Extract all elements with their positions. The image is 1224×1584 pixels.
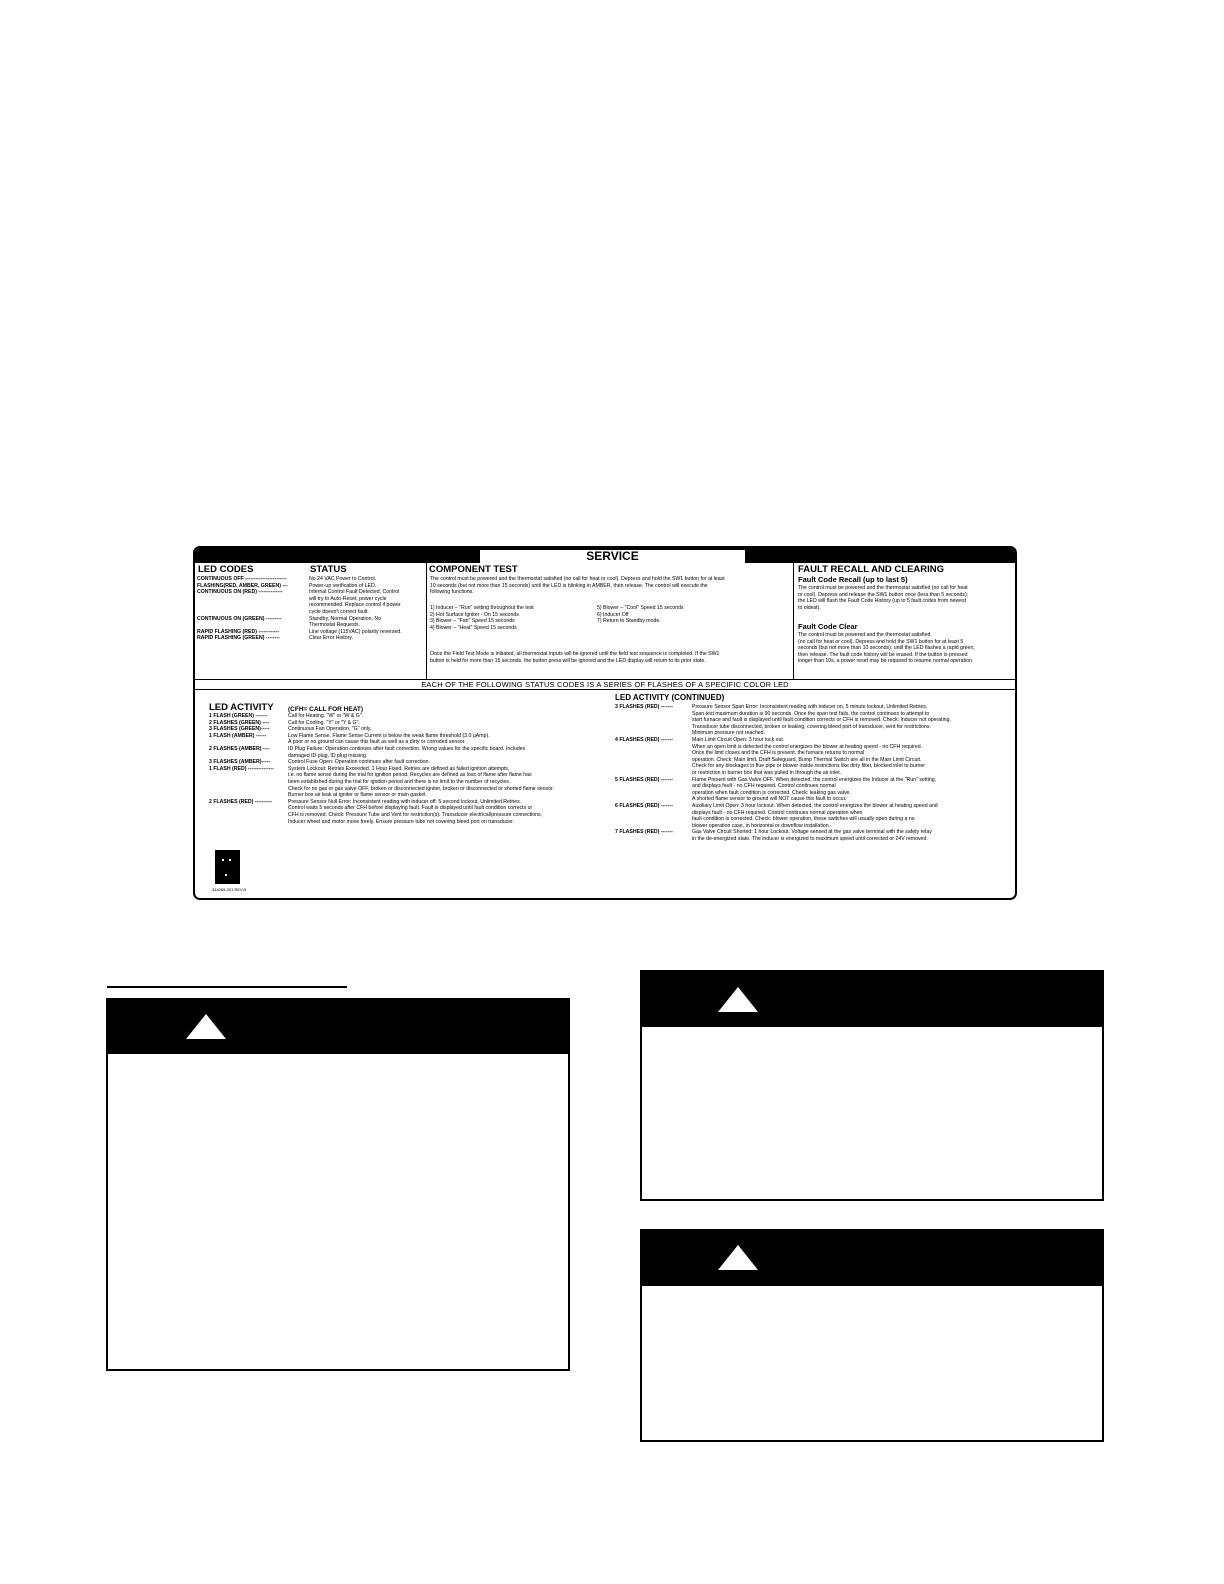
list-item: [209, 733, 619, 740]
text-line: button is held for more than 15 seconds, the button press will be ignored and the LED display will return to its prior state.: [430, 657, 706, 664]
code-label: 1 FLASH (RED) ---------------: [209, 765, 274, 772]
list-item: [209, 805, 619, 812]
list-item: [615, 717, 1015, 724]
fault-recall-text: [798, 585, 968, 611]
status-header: STATUS: [310, 564, 347, 575]
divider: [426, 563, 427, 679]
warning-box-left: [106, 998, 570, 1371]
code-description: recommended. Replace control if power: [309, 602, 401, 609]
warning-header-bar: [642, 1231, 1102, 1286]
text-line: The control must be powered and the thermostat satisfied: [798, 632, 931, 638]
code-description: System Lockout: Retries Exceeded. 1 Hour Fixed. Retries are defined as failed ignition attempts,: [288, 765, 510, 772]
code-description: displays fault - no CFH required. Control continues normal operation when: [692, 809, 863, 816]
led-activity-header: LED ACTIVITY: [209, 702, 274, 713]
text-line: to oldest).: [798, 604, 821, 611]
list-item: [197, 629, 425, 636]
code-label: 2 FLASHES (AMBER) ----: [209, 745, 270, 752]
status-codes-banner: EACH OF THE FOLLOWING STATUS CODES IS A SERIES OF FLASHES OF A SPECIFIC COLOR LED: [421, 680, 789, 689]
text-line: following functions.: [430, 589, 474, 596]
list-item: [615, 737, 1015, 744]
code-description: Check for any blockages in flue pipe or blower inside restrictions like dirty filter, blocked inlet to burner: [692, 763, 925, 770]
text-line: the LED will flash the Fault Code History (up to 5 fault codes from newest: [798, 598, 967, 605]
list-item: [197, 602, 425, 609]
divider: [195, 689, 1015, 690]
list-item: [615, 816, 1015, 823]
list-item: [209, 772, 619, 779]
test-step: 6) Inducer Off: [597, 611, 629, 618]
list-item: [615, 711, 1015, 718]
list-item: [615, 704, 1015, 711]
list-item: [209, 792, 619, 799]
code-description: or restriction in burner box that was pulled in through the air inlet.: [692, 769, 842, 776]
text-line: or cool). Depress and release the SW1 button once (less than 5 seconds);: [798, 591, 969, 598]
warning-header-bar: [642, 972, 1102, 1027]
fault-recall-title: Fault Code Recall (up to last 5): [798, 575, 908, 584]
code-description: Thermostat Requests.: [309, 622, 361, 629]
code-description: Transducer tube disconnected, broken or leaking, covering bleed port of transducer, vent for restrictions.: [692, 723, 931, 730]
fault-clear-text: [798, 632, 975, 665]
test-step: 5) Blower – "Cool" Speed 15 seconds: [597, 605, 684, 611]
code-description: Pressure Sensor Span Error: Inconsistent reading with inducer on, 5 minute lockout, Unlimited Retries.: [692, 704, 928, 710]
code-description: Control Fuse Open: Operation continues after fault correction.: [288, 759, 430, 766]
code-label: FLASHING(RED, AMBER, GREEN) ---: [197, 582, 288, 589]
code-description: Low Flame Sense. Flame Sense Current is below the weak flame threshold (3.0 µAmp).: [288, 732, 490, 739]
code-label: 4 FLASHES (RED) -------: [615, 736, 673, 743]
text-line: 10 seconds (but not more than 15 seconds) until the LED is blinking in AMBER, then release. The control will execute the: [430, 582, 708, 589]
code-description: A shorted flame sensor to ground will NOT cause this fault to occur.: [692, 796, 847, 803]
list-item: [197, 596, 425, 603]
code-description: will try to Auto-Reset, power cycle: [309, 595, 387, 602]
code-description: Inducer wheel and motor move freely. Ensure pressure tube not covering bleed port on transducer.: [288, 818, 514, 825]
text-line: seconds (but not more than 10 seconds), until the LED flashes a rapid green,: [798, 645, 975, 652]
code-label: 1 FLASH (GREEN) -------: [209, 713, 268, 719]
test-step: 2) Hot Surface Igniter - On 15 seconds: [430, 611, 519, 618]
code-label: 1 FLASH (AMBER) ------: [209, 732, 267, 739]
code-description: Span test maximum duration is 90 seconds. Once the span test fails, the control continues to attempt to: [692, 710, 930, 717]
list-item: [615, 823, 1015, 830]
list-item: [209, 726, 619, 733]
list-item: [615, 810, 1015, 817]
list-item: [197, 589, 425, 596]
code-description: start furnace and fault is displayed until fault condition corrects or CFH is removed. Check: Inducer not operating.: [692, 717, 951, 724]
led-codes-header: LED CODES: [198, 564, 254, 575]
code-description: and displays fault - no CFH required. Control continues normal: [692, 783, 836, 790]
text-line: then release. The fault code history will be erased. If the button is pressed: [798, 651, 968, 658]
code-description: No 24 VAC Power to Control.: [309, 576, 377, 582]
code-description: Main Limit Circuit Open: 3 hour lock out.: [692, 736, 785, 743]
code-description: Pressure Sensor Null Error: Inconsistent reading with inducer off. 5 second lockout, Unlimited Retries.: [288, 798, 522, 805]
code-description: Clear Error History.: [309, 635, 354, 642]
list-item: [209, 720, 619, 727]
list-item: [615, 757, 1015, 764]
code-description: blower operation case, in horizontal or downflow installation.: [692, 822, 831, 829]
code-description: operation when fault condition is corrected. Check: leaking gas valve.: [692, 789, 851, 796]
list-item: [209, 753, 619, 760]
list-item: [209, 759, 619, 766]
list-item: [615, 829, 1015, 836]
fault-clear-title: Fault Code Clear: [798, 622, 858, 631]
code-label: 3 FLASHES (AMBER)-----: [209, 759, 271, 766]
service-title: SERVICE: [480, 550, 745, 563]
code-description: operation. Check: Main limit, Draft Safeguard, Bump Thermal Switch are all in the Main Limit Circuit.: [692, 756, 922, 763]
code-description: ID Plug Failure: Operation continues after fault correction. Wrong values for the specific board. Includes: [288, 745, 526, 752]
warning-box-right-top: [640, 970, 1104, 1201]
list-item: [197, 622, 425, 629]
code-description: Internal Control Fault Detected, Control: [309, 589, 400, 596]
list-item: [209, 713, 619, 720]
code-description: fault condition is corrected. Check: blower operation, these switches will usually open during a no: [692, 816, 915, 823]
code-description: Call for Heating. "W" or "W & G".: [288, 713, 364, 719]
code-description: been established during the trial for ignition period and there is no limit to the number of recycles.: [288, 778, 511, 785]
component-test-header: COMPONENT TEST: [429, 564, 518, 575]
warning-triangle-icon: [186, 1014, 226, 1039]
component-test-intro: [430, 576, 790, 596]
text-line: (no call for heat or cool). Depress and hold the SW1 button for at least 5: [798, 638, 964, 645]
code-description: Burner box air leak at igniter or flame sensor or main gasket.: [288, 792, 427, 799]
test-step: 1) Inducer – "Run" setting throughout the test: [430, 605, 534, 611]
led-activity-continued-header: LED ACTIVITY (CONTINUED): [615, 693, 725, 702]
list-item: [209, 766, 619, 773]
code-description: Continuous Fan Operation, "G" only.: [288, 726, 372, 733]
list-item: [615, 790, 1015, 797]
code-label: 5 FLASHES (RED) -------: [615, 776, 673, 783]
list-item: [615, 777, 1015, 784]
warning-triangle-icon: [718, 1245, 758, 1270]
warning-box-right-bottom: [640, 1229, 1104, 1442]
code-description: Control waits 5 seconds after CFH before displaying fault. Fault is displayed until fault condition corrects or: [288, 805, 533, 812]
code-description: Flame Present with Gas Valve OFF. When detected, the control energizes the Inducer at the "Run" setting,: [692, 776, 937, 783]
led-activity-list: [209, 713, 619, 825]
list-item: [615, 763, 1015, 770]
component-test-steps-right: [597, 605, 683, 625]
code-label: 2 FLASHES (RED) ----------: [209, 798, 273, 805]
code-description: A poor or no ground can cause this fault as well as a dirty or corroded sensor.: [288, 739, 466, 746]
test-step: 3) Blower – "Fan" Speed 15 seconds: [430, 618, 515, 625]
code-description: Gas Valve Circuit Shorted: 1 hour Lockout. Voltage sensed at the gas valve terminal with the safety relay: [692, 829, 932, 836]
code-label: 2 FLASHES (GREEN) ----: [209, 719, 270, 726]
list-item: [209, 746, 619, 753]
part-number: 344265-201 REV.B: [212, 887, 247, 892]
code-label: CONTINUOUS OFF ------------------------: [197, 576, 287, 582]
component-test-steps-left: [430, 605, 534, 631]
code-description: Line voltage (115VAC) polarity reversed.: [309, 628, 402, 635]
code-label: 7 FLASHES (RED) -------: [615, 829, 673, 836]
code-label: RAPID FLASHING (RED) ------------: [197, 628, 280, 635]
list-item: [209, 799, 619, 806]
list-item: [197, 616, 425, 623]
code-label: CONTINUOUS ON (RED) --------------: [197, 589, 283, 596]
code-description: Standby, Normal Operation, No: [309, 615, 381, 622]
led-activity-subheader: (CFH= CALL FOR HEAT): [288, 706, 364, 713]
code-description: When an open limit is detected the control energizes the blower at heating speed - no CFH required.: [692, 743, 923, 750]
list-item: [615, 783, 1015, 790]
list-item: [197, 609, 425, 616]
text-line: Once the Field Test Mode is initiated, all thermostat inputs will be ignored until the field test sequence is completed. If the SW1: [430, 651, 720, 657]
code-description: Power-up verification of LED.: [309, 582, 377, 589]
code-description: Minimum pressure not reached.: [692, 730, 765, 737]
component-test-footer: [430, 651, 719, 664]
list-item: [615, 796, 1015, 803]
code-label: 3 FLASHES (RED) -------: [615, 704, 673, 710]
divider: [793, 563, 794, 679]
service-label: [193, 546, 1017, 900]
code-label: 3 FLASHES (GREEN)-----: [209, 726, 270, 733]
led-codes-list: [197, 576, 425, 642]
code-description: Check for no gas or gas valve OFF, broken or disconnected igniter, broken or disconnected or shorted flame sensor.: [288, 785, 554, 792]
fault-recall-header: FAULT RECALL AND CLEARING: [798, 564, 945, 575]
section-rule: [107, 986, 347, 988]
warning-header-bar: [108, 1000, 568, 1054]
code-label: CONTINUOUS ON (GREEN) ---------: [197, 615, 282, 622]
list-item: [615, 730, 1015, 737]
list-item: [209, 812, 619, 819]
list-item: [209, 786, 619, 793]
code-description: i.e. no flame sense during the trial for ignition period. Recycles are defined as loss of flame after flame has: [288, 772, 532, 779]
list-item: [209, 779, 619, 786]
led-activity-continued-list: [615, 704, 1015, 842]
text-line: longer than 10s, a power reset may be required to resume normal operation.: [798, 658, 974, 665]
code-label: RAPID FLASHING (GREEN) --------: [197, 635, 280, 642]
list-item: [197, 576, 425, 583]
list-item: [615, 724, 1015, 731]
test-step: 4) Blower – "Heat" Speed 15 seconds: [430, 624, 517, 631]
list-item: [615, 803, 1015, 810]
list-item: [615, 836, 1015, 843]
code-description: CFH is removed. Check: Pressure Tube and Vent for restriction(s). Transducer electrical/pressure connections,: [288, 811, 543, 818]
code-description: cycle doesn't correct fault.: [309, 608, 369, 615]
list-item: [615, 770, 1015, 777]
code-description: damaged ID plug, ID plug missing.: [288, 752, 368, 759]
test-step: 7) Return to Standby mode.: [597, 618, 661, 625]
list-item: [209, 739, 619, 746]
label-code-image: [215, 850, 240, 884]
text-line: The control must be powered and the thermostat satisfied (no call for heat or cool). Depress and hold the SW1 button for at least: [430, 576, 725, 582]
warning-triangle-icon: [718, 987, 758, 1012]
code-description: Call for Cooling. "Y" or "Y & G".: [288, 719, 360, 726]
list-item: [197, 635, 425, 642]
code-description: Once the limit closes and the CFH is present, the furnace returns to normal: [692, 750, 865, 757]
list-item: [615, 744, 1015, 751]
code-description: Auxiliary Limit Open: 3 hour lockout. When detected, the control energizes the blower at heating speed and: [692, 802, 938, 809]
text-line: The control must be powered and the thermostat satisfied (no call for heat: [798, 585, 968, 591]
list-item: [209, 819, 619, 826]
list-item: [197, 583, 425, 590]
code-label: 6 FLASHES (RED) -------: [615, 802, 673, 809]
code-description: in the de-energized state. The inducer is energized to maximum speed until corrected or 24V removed.: [692, 835, 928, 842]
list-item: [615, 750, 1015, 757]
